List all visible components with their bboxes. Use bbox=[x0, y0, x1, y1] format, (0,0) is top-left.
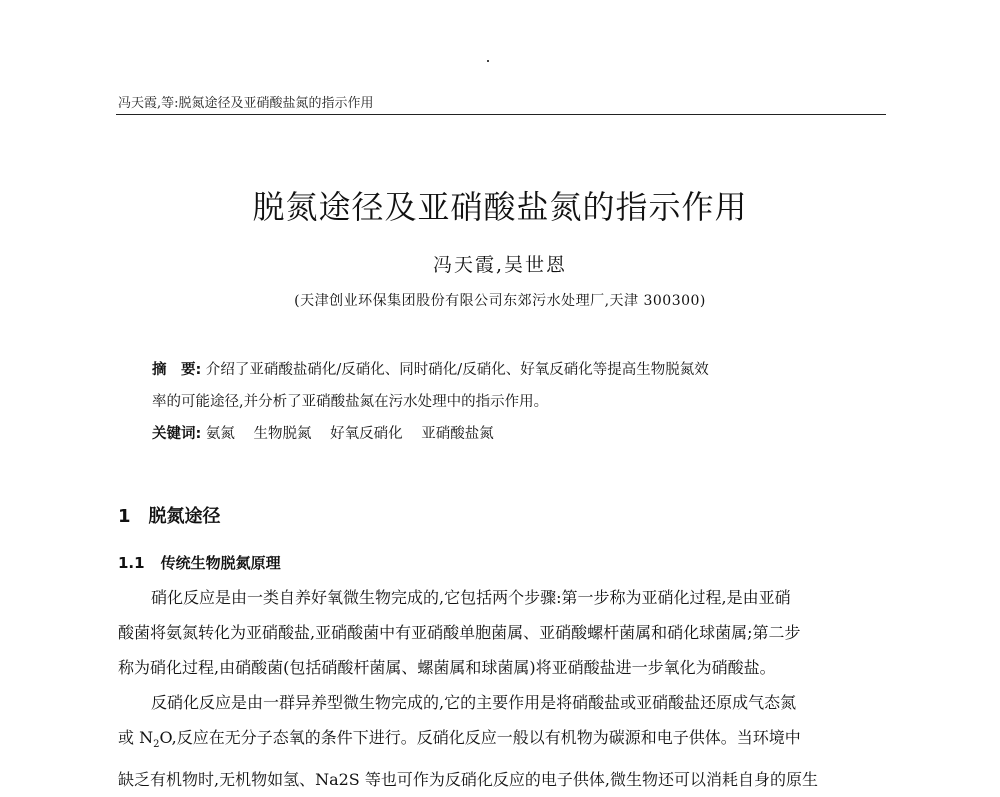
section-heading-1 bbox=[118, 502, 221, 528]
authors: 冯天霞,吴世恩 bbox=[432, 254, 568, 276]
paragraph-line: 反硝化反应是由一群异养型微生物完成的,它的主要作用是将硝酸盐或亚硝酸盐还原成气态氮 bbox=[151, 693, 797, 712]
abstract-line-2 bbox=[152, 386, 852, 418]
keywords-line bbox=[152, 418, 852, 450]
article-title: 脱氮途径及亚硝酸盐氮的指示作用 bbox=[252, 188, 748, 226]
abstract-text-1: 介绍了亚硝酸盐硝化/反硝化、同时硝化/反硝化、好氧反硝化等提高生物脱氮效 bbox=[205, 362, 709, 378]
paragraph-line: 称为硝化过程,由硝酸菌(包括硝酸杆菌属、螺菌属和球菌属)将亚硝酸盐进一步氧化为硝酸盐。 bbox=[118, 658, 776, 677]
formula-prefix: 或 N bbox=[118, 728, 154, 747]
formula-subscript: 2 bbox=[153, 739, 160, 751]
body-text bbox=[118, 580, 888, 797]
abstract-line-1 bbox=[152, 354, 852, 386]
paragraph-line: 缺乏有机物时,无机物如氢、Na2S 等也可作为反硝化反应的电子供体,微生物还可以消耗自身的原生 bbox=[118, 770, 818, 790]
subsection-number: 1.1 bbox=[118, 554, 145, 572]
keyword-item: 亚硝酸盐氮 bbox=[421, 426, 494, 442]
paragraph-line: 硝化反应是由一类自养好氧微生物完成的,它包括两个步骤:第一步称为亚硝化过程,是由亚硝 bbox=[151, 588, 791, 607]
page-speck bbox=[487, 60, 489, 62]
running-header: 冯天霞,等:脱氮途径及亚硝酸盐氮的指示作用 bbox=[118, 96, 374, 111]
subsection-heading-1-1 bbox=[118, 552, 281, 573]
paragraph-line-with-formula bbox=[118, 720, 888, 762]
formula-suffix: O,反应在无分子态氧的条件下进行。反硝化反应一般以有机物为碳源和电子供体。当环境中 bbox=[159, 728, 801, 747]
keyword-item: 氨氮 bbox=[205, 426, 235, 442]
keyword-item: 好氧反硝化 bbox=[330, 426, 403, 442]
abstract-text-2: 率的可能途径,并分析了亚硝酸盐氮在污水处理中的指示作用。 bbox=[152, 394, 549, 410]
abstract-block bbox=[152, 354, 852, 450]
keyword-item: 生物脱氮 bbox=[253, 426, 312, 442]
section-number: 1 bbox=[118, 506, 131, 527]
paragraph-1 bbox=[118, 580, 888, 685]
paragraph-line: 酸菌将氨氮转化为亚硝酸盐,亚硝酸菌中有亚硝酸单胞菌属、亚硝酸螺杆菌属和硝化球菌属;第二步 bbox=[118, 623, 801, 642]
subsection-title: 传统生物脱氮原理 bbox=[160, 554, 281, 572]
affiliation: (天津创业环保集团股份有限公司东郊污水处理厂,天津 300300) bbox=[294, 293, 706, 309]
section-title: 脱氮途径 bbox=[148, 506, 221, 527]
paragraph-2 bbox=[118, 685, 888, 797]
abstract-label: 摘 要: bbox=[152, 362, 202, 378]
header-rule bbox=[116, 114, 886, 115]
keywords-label: 关键词: bbox=[152, 426, 202, 442]
